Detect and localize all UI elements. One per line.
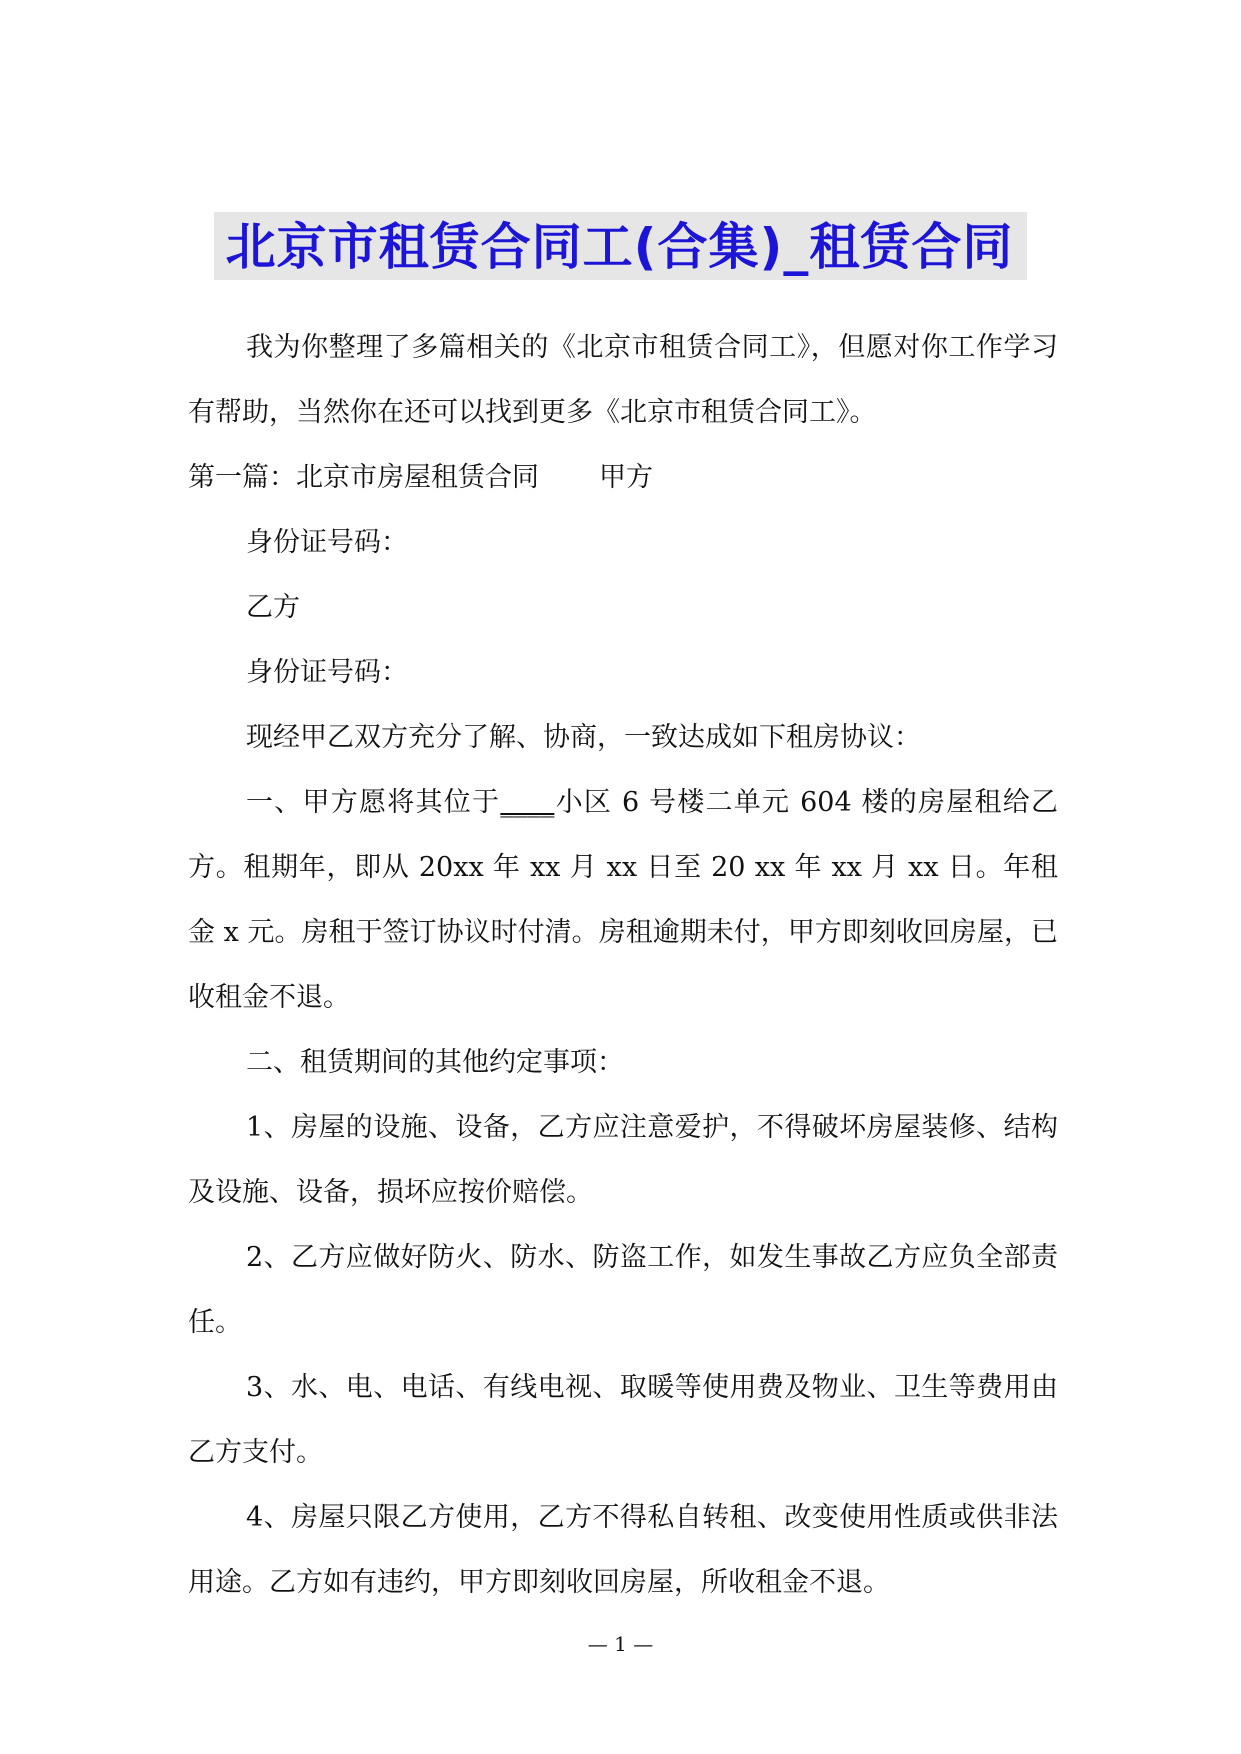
agreement-intro: 现经甲乙双方充分了解、协商，一致达成如下租房协议： [246, 722, 921, 753]
section-heading: 第一篇：北京市房屋租赁合同 [188, 462, 539, 493]
clause-1 [188, 770, 1058, 1030]
document-title: 北京市租赁合同工(合集)_租赁合同 [214, 212, 1028, 280]
clause-item-4: 4、房屋只限乙方使用，乙方不得私自转租、改变使用性质或供非法用途。乙方如有违约，甲方即刻收回房屋，所收租金不退。 [188, 1502, 1058, 1598]
clause-item-1: 1、房屋的设施、设备，乙方应注意爱护，不得破坏房屋装修、结构及设施、设备，损坏应按价赔偿。 [188, 1112, 1058, 1208]
clause-item-3: 3、水、电、电话、有线电视、取暖等使用费及物业、卫生等费用由乙方支付。 [188, 1372, 1058, 1468]
clause-item-2: 2、乙方应做好防火、防水、防盗工作，如发生事故乙方应负全部责任。 [188, 1242, 1058, 1338]
section-heading-line [188, 445, 1058, 510]
id-number-a: 身份证号码： [246, 527, 408, 558]
title-container [0, 212, 1241, 280]
clause-2-heading: 二、租赁期间的其他约定事项： [246, 1047, 624, 1078]
clause-1-part-2: 小区 6 号楼二单元 604 楼的房屋租给乙方。租期年，即从 20xx 年 xx 月 xx 日至 20 xx 年 xx 月 xx 日。年租金 x 元。房租于签订协议时付清。房租逾期未付，甲方即刻收回房屋，已收租金不退。 [188, 787, 1059, 1013]
party-a-label: 甲方 [599, 462, 653, 493]
address-blank: ____ [500, 787, 555, 818]
document-body [188, 315, 1058, 1615]
page-number: — 1 — [587, 1632, 654, 1656]
clause-1-part-1: 一、甲方愿将其位于 [246, 787, 501, 818]
party-b-label: 乙方 [246, 592, 300, 623]
intro-paragraph: 我为你整理了多篇相关的《北京市租赁合同工》，但愿对你工作学习有帮助，当然你在还可以找到更多《北京市租赁合同工》。 [188, 332, 1058, 428]
id-number-b: 身份证号码： [246, 657, 408, 688]
